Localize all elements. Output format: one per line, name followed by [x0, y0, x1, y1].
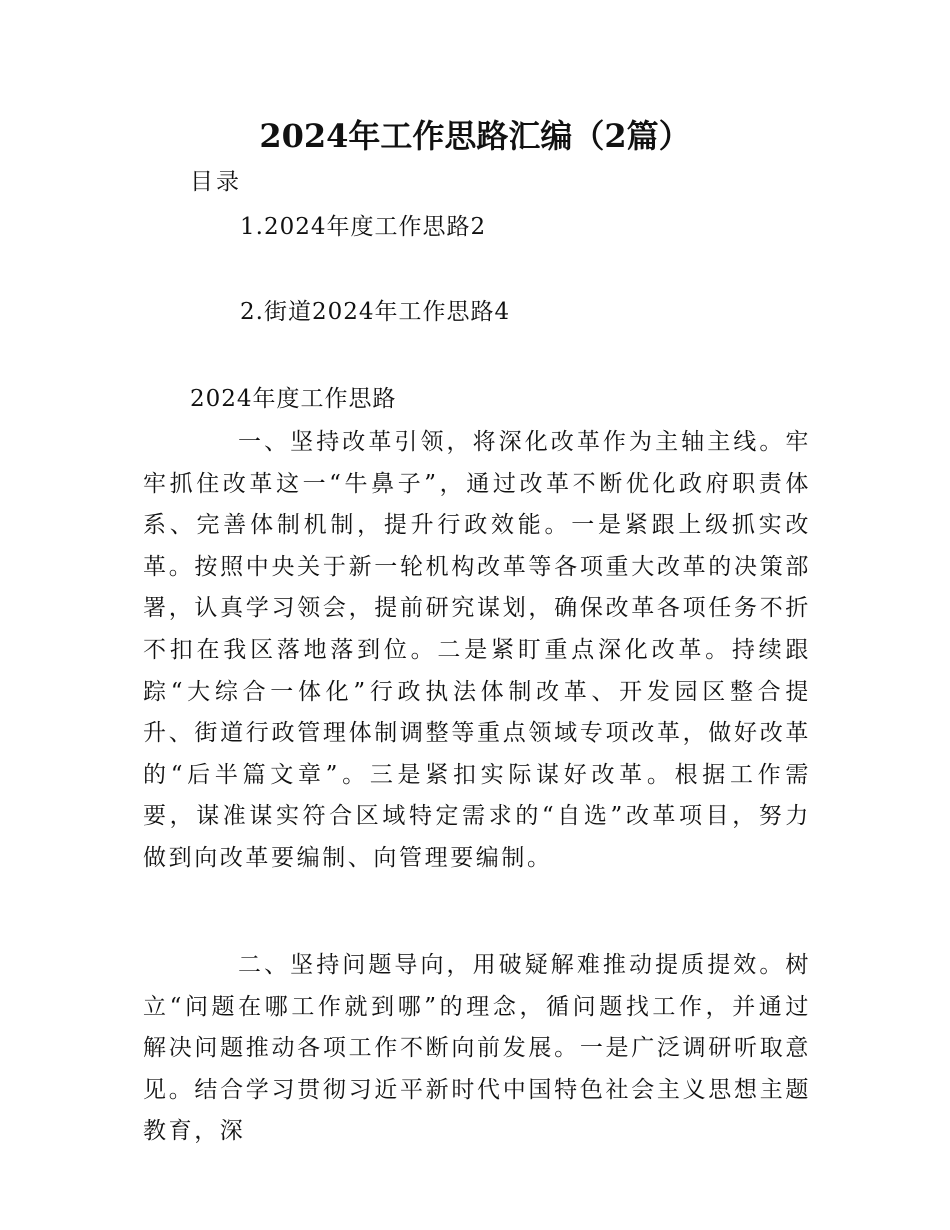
toc-heading: 目录 [190, 169, 242, 195]
paragraph-2: 二、坚持问题导向，用破疑解难推动提质提效。树立“问题在哪工作就到哪”的理念，循问题找工作，并通过解决问题推动各项工作不断向前发展。一是广泛调研听取意见。结合学习贯彻习近平新时代中国特色社会主义思想主题教育，深 [143, 952, 811, 1145]
toc-item-2: 2.街道2024年工作思路4 [240, 299, 511, 325]
toc-item-1: 1.2024年度工作思路2 [240, 214, 487, 240]
document-title: 2024年工作思路汇编（2篇） [259, 117, 691, 155]
paragraph-1: 一、坚持改革引领，将深化改革作为主轴主线。牢牢抓住改革这一“牛鼻子”，通过改革不断优化政府职责体系、完善体制机制，提升行政效能。一是紧跟上级抓实改革。按照中央关于新一轮机构改革等各项重大改革的决策部署，认真学习领会，提前研究谋划，确保改革各项任务不折不扣在我区落地落到位。二是紧盯重点深化改革。持续跟踪“大综合一体化”行政执法体制改革、开发园区整合提升、街道行政管理体制调整等重点领域专项改革，做好改革的“后半篇文章”。三是紧扣实际谋好改革。根据工作需要，谋准谋实符合区域特定需求的“自选”改革项目，努力做到向改革要编制、向管理要编制。 [143, 429, 811, 871]
section-title: 2024年度工作思路 [190, 386, 397, 412]
